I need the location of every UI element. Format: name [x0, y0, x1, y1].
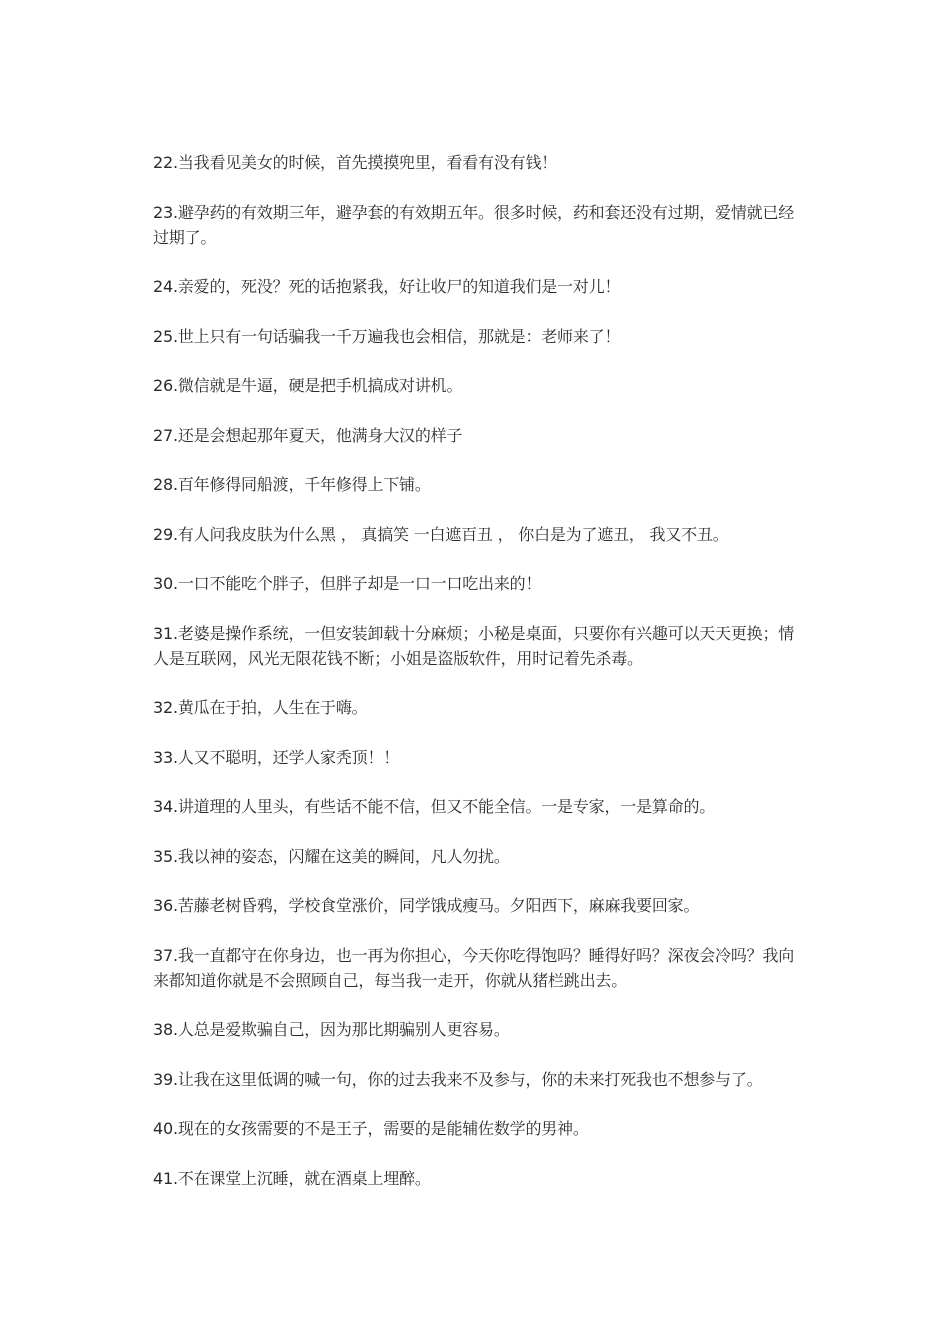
- list-item: 41.不在课堂上沉睡，就在酒桌上埋醉。: [153, 1168, 431, 1188]
- list-item: 32.黄瓜在于拍，人生在于嗨。: [153, 698, 368, 717]
- list-item: 30.一口不能吃个胖子，但胖子却是一口一口吃出来的！: [153, 574, 542, 593]
- list-item: 37.我一直都守在你身边，也一再为你担心，今天你吃得饱吗？睡得好吗？深夜会冷吗？我向来都知道你就是不会照顾自己，每当我一走开，你就从猪栏跳出去。: [153, 945, 795, 990]
- list-item: 23.避孕药的有效期三年，避孕套的有效期五年。很多时候，药和套还没有过期，爱情就已经过期了。: [153, 202, 795, 247]
- list-item: 33.人又不聪明，还学人家秃顶！！: [153, 747, 400, 767]
- list-item: 36.苦藤老树昏鸦，学校食堂涨价，同学饿成瘦马。夕阳西下，麻麻我要回家。: [153, 896, 700, 915]
- list-item: 40.现在的女孩需要的不是王子，需要的是能辅佐数学的男神。: [153, 1119, 589, 1138]
- list-item: 27.还是会想起那年夏天，他满身大汉的样子: [153, 425, 463, 445]
- list-item: 26.微信就是牛逼，硬是把手机搞成对讲机。: [153, 376, 463, 395]
- list-item: 29.有人问我皮肤为什么黑 ， 真搞笑 一白遮百丑 ， 你白是为了遮丑， 我又不丑。: [153, 524, 729, 544]
- list-item: 34.讲道理的人里头，有些话不能不信，但又不能全信。一是专家，一是算命的。: [153, 797, 716, 816]
- joke-list: [153, 150, 795, 1215]
- list-item: 31.老婆是操作系统，一但安装卸载十分麻烦；小秘是桌面，只要你有兴趣可以天天更换；情人是互联网，风光无限花钱不断；小姐是盗版软件，用时记着先杀毒。: [153, 623, 795, 668]
- list-item: 22.当我看见美女的时候，首先摸摸兜里，看看有没有钱！: [153, 153, 558, 172]
- list-item: 25.世上只有一句话骗我一千万遍我也会相信，那就是：老师来了！: [153, 326, 621, 346]
- list-item: 24.亲爱的，死没？死的话抱紧我，好让收尸的知道我们是一对儿！: [153, 277, 621, 296]
- list-item: 39.让我在这里低调的喊一句，你的过去我来不及参与，你的未来打死我也不想参与了。: [153, 1069, 763, 1089]
- list-item: 38.人总是爱欺骗自己，因为那比期骗别人更容易。: [153, 1020, 510, 1039]
- list-item: 35.我以神的姿态，闪耀在这美的瞬间，凡人勿扰。: [153, 846, 510, 866]
- list-item: 28.百年修得同船渡，千年修得上下铺。: [153, 475, 431, 494]
